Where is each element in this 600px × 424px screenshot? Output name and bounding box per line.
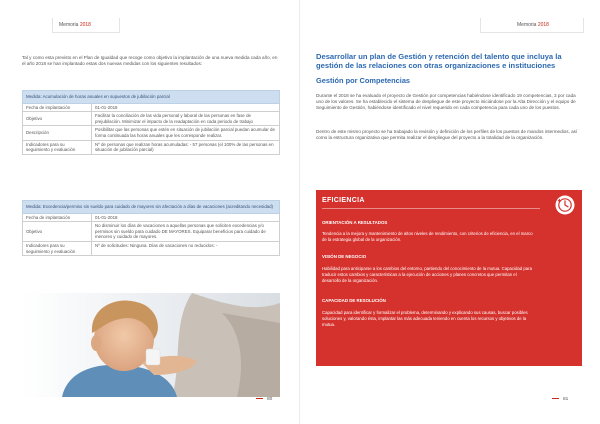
page-number-value: 81 [563,397,569,402]
left-header-tab [52,18,120,33]
page-number-value: 80 [267,397,273,402]
table-row [23,126,280,140]
header-year: 2018 [79,22,91,28]
row-value: 01-01-2018 [92,213,280,222]
row-key: Fecha de implantación [23,213,92,222]
row-key: Fecha de implantación [23,103,92,112]
clock-arrow-icon [554,194,576,216]
row-value: Nº de solicitudes: Ninguna. Días de vacaciones no reducidos: - [92,241,280,255]
section-title: Desarrollar un plan de Gestión y retención del talento que incluya la gestión de las relaciones con otras organizaciones e instituciones [316,52,562,70]
page-dash [256,398,263,399]
row-value: Facilitar la conciliación de las vida personal y laboral de las personas en fase de prejubilación. Minimizar el impacto de la readaptación en cada periodo de trabajo [92,112,280,126]
row-key: Objetivo [23,222,92,242]
measure-table-2 [22,200,280,256]
section-text: Capacidad para identificar y formalizar el problema, determinando y explicando sus causas, buscar posibles soluciones y, valorando ésta, implantar las más adecuada teniendo en cuenta los recursos y objetivos de la mutua. [322,310,528,327]
intro-paragraph: Tal y como esta previsto en el Plan de Igualdad que recoge como objetivo la implantación de una nueva medida cada año, en el año 2018 se han implantado estas dos nuevas medidas con los siguientes resultados: [22,55,278,67]
row-key: Descripción [23,126,92,140]
table-row [23,222,280,242]
row-key: Indicadores para su seguimiento y evaluación [23,241,92,255]
table-row [23,103,280,112]
header-label: Memoria [59,22,79,28]
table-row [23,112,280,126]
row-value: Nº de personas que realizan horas acumuladas: - 57 personas (el 100% de las personas en situación de jubilación parcial) [92,140,280,154]
page-number-right [552,397,568,402]
row-value: Posibilitar que las personas que estén en situación de jubilación parcial puedan acumular de forma continuada las horas anuales que les corresponde realizar. [92,126,280,140]
section-subtitle: Gestión por Competencias [316,76,411,85]
measure-table-1 [22,90,280,155]
table-row [23,213,280,222]
photo-elderly-and-child [22,293,280,397]
page-dash [552,398,559,399]
row-key: Objetivo [23,112,92,126]
efficiency-box [316,190,582,366]
row-key: Indicadores para su seguimiento y evaluación [23,140,92,154]
row-value: No disminuir los días de vacaciones a aquellas personas que soliciten excedencias y/o permisos sin sueldo para cuidado DE MAYORES. Equiparar beneficios para cuidado de menores y cuidado de mayores. [92,222,280,242]
table2-title: Medida: Excedencia/permiso sin sueldo para cuidado de mayores sin afectación a días de vacaciones (acreditando necesidad) [23,201,280,214]
section-heading: ORIENTACIÓN A RESULTADOS [322,220,388,225]
header-year: 2018 [537,22,549,28]
body-paragraph-1: Durante el 2018 se ha evaluado el proyecto de Gestión por competencias habiéndose identificado 19 competencias, 3 por cada uno de los valores. Se ha establecido el sistema de despliegue de este proyecto iniciándose por la Alta Dirección y el equipo de Seguimiento de Gestión, habiéndose identificado el nivel requerido en cada competencia para cada uno de los puestos. [316,93,576,111]
title-underline [322,208,540,209]
section-heading: VISIÓN DE NEGOCIO [322,254,367,259]
table-row [23,140,280,154]
efficiency-title: EFICIENCIA [322,197,365,204]
body-paragraph-2: Dentro de este mismo proyecto se ha trabajado la revisión y definición de los perfiles de los puestos de mandos intermedios, así como la estructura organizativa que permita realizar el despliegue del proyecto a la totalidad de la organización. [316,129,578,141]
section-heading: CAPACIDAD DE RESOLUCIÓN [322,298,386,303]
section-text: Habilidad para anticiparse a los cambios del entorno, partiendo del conocimiento de la mutua. Capacidad para traducir estos cambios y características a la ejecución de acciones y planes concretos que permitan el desarrollo de la organización. [322,266,532,283]
table1-title: Medida: Acumulación de horas anuales en supuestos de jubilación parcial [23,91,280,104]
table-row [23,241,280,255]
row-value: 01-01-2018 [92,103,280,112]
header-label: Memoria [517,22,537,28]
photo-illustration [22,293,280,397]
section-text: Tendencia a la mejora y mantenimiento de altos niveles de rendimiento, con criterios de eficiencia, en el marco de la estrategia global de la organización. [322,231,533,242]
right-header-tab [480,18,584,33]
page-number-left [256,397,272,402]
